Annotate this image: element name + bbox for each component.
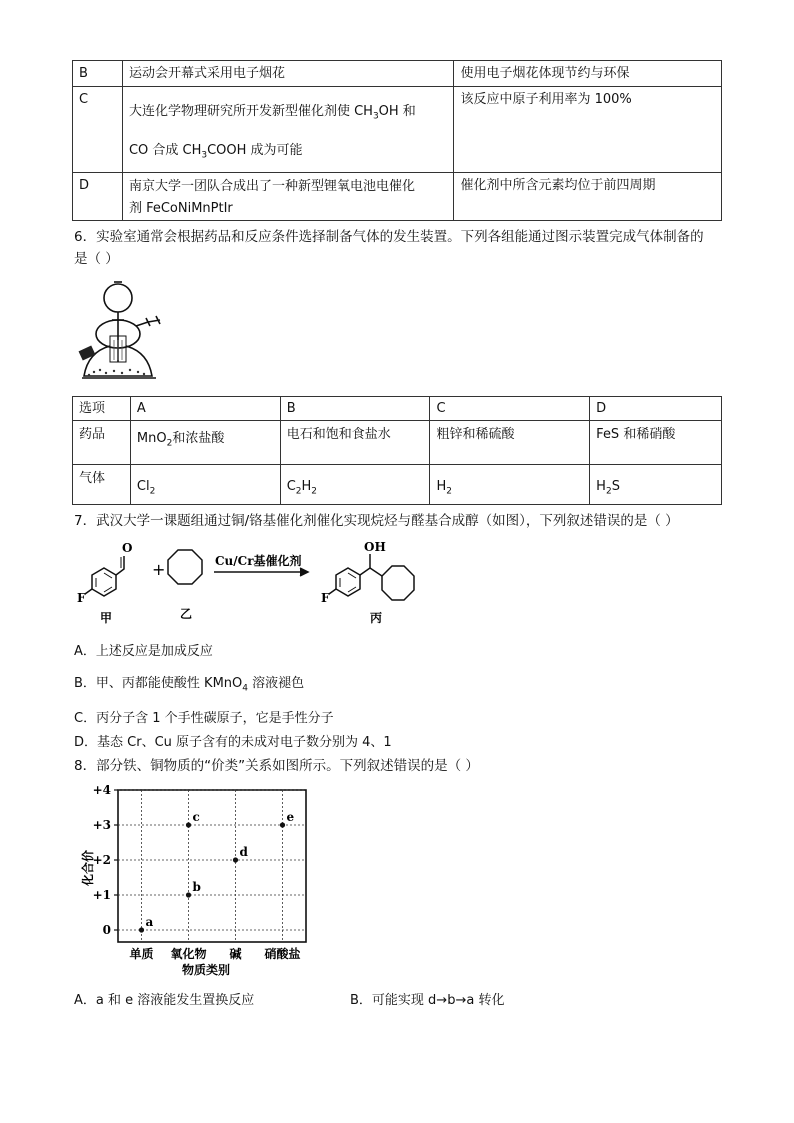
- reaction-scheme-figure: [74, 538, 454, 630]
- question-6-line1: 6．实验室通常会根据药品和反应条件选择制备气体的发生装置。下列各组能通过图示装置完成气体制备的: [74, 229, 704, 245]
- row-reason: 催化剂中所含元素均位于前四周期: [454, 173, 722, 221]
- header-cell: A: [130, 397, 280, 421]
- gas-d: $H_2S$: [590, 465, 722, 505]
- x-tick-label: 碱: [229, 947, 242, 961]
- header-cell: 选项: [73, 397, 131, 421]
- table-row: [73, 87, 722, 173]
- q8-option-b: B．可能实现 d→b→a 转化: [350, 993, 505, 1008]
- drug-label: 药品: [73, 421, 131, 465]
- f-label: F: [321, 591, 330, 605]
- row-reason: 使用电子烟花体现节约与环保: [454, 61, 722, 87]
- q7-option-d: D．基态 Cr、Cu 原子含有的未成对电子数分别为 4、1: [74, 735, 392, 750]
- y-tick-label: 0: [102, 923, 111, 937]
- question-8: 8．部分铁、铜物质的“价类”关系如图所示。下列叙述错误的是（ ）: [74, 758, 479, 774]
- point-label: a: [145, 915, 154, 929]
- label-bing: 丙: [370, 611, 383, 625]
- gas-a: $Cl_2$: [130, 465, 280, 505]
- gas-b: $C_2H_2$: [280, 465, 430, 505]
- header-cell: D: [590, 397, 722, 421]
- gas-label: 气体: [73, 465, 131, 505]
- y-tick-label: +4: [92, 783, 111, 797]
- point-label: e: [286, 810, 295, 824]
- point-label: d: [239, 845, 248, 859]
- options-table-q6: [72, 396, 722, 505]
- question-7: 7．武汉大学一课题组通过铜/铬基催化剂催化实现烷烃与醛基合成醇（如图），下列叙述错误的是（ ）: [74, 513, 679, 529]
- table-row: [73, 173, 722, 221]
- point-label: c: [192, 810, 200, 824]
- table-row-gases: [73, 465, 722, 505]
- row-reason: 该反应中原子利用率为 100%: [454, 87, 722, 173]
- y-tick-label: +3: [92, 818, 111, 832]
- gas-generator-apparatus-figure: [74, 276, 170, 386]
- label-jia: 甲: [100, 611, 113, 625]
- y-tick-label: +1: [92, 888, 111, 902]
- oh-label: OH: [364, 540, 386, 554]
- point-label: b: [192, 880, 201, 894]
- x-tick-label: 单质: [129, 947, 154, 961]
- question-6-line2: 是（ ）: [74, 251, 119, 267]
- plus-sign: +: [152, 560, 166, 579]
- table-header-row: [73, 397, 722, 421]
- header-cell: B: [280, 397, 430, 421]
- row-letter: D: [73, 173, 123, 221]
- point-c: [186, 822, 191, 827]
- gas-c: $H_2$: [430, 465, 590, 505]
- q7-option-b: B．甲、丙都能使酸性 KMnO$_4$ 溶液褪色: [74, 676, 305, 694]
- row-content: 大连化学物理研究所开发新型催化剂使 $CH_3OH$ 和 CO 合成 $CH_3COOH$ 成为可能: [122, 87, 454, 173]
- table-row: [73, 61, 722, 87]
- label-yi: 乙: [180, 607, 193, 621]
- drug-a: MnO$_2$和浓盐酸: [130, 421, 280, 465]
- o-label: O: [122, 541, 133, 555]
- point-a: [139, 927, 144, 932]
- y-axis-label: 化合价: [81, 849, 95, 886]
- row-content: 南京大学一团队合成出了一种新型锂氧电池电催化 剂 FeCoNiMnPtIr: [122, 173, 454, 221]
- q7-option-c: C．丙分子含 1 个手性碳原子，它是手性分子: [74, 711, 334, 726]
- x-tick-label: 硝酸盐: [264, 947, 301, 961]
- row-letter: C: [73, 87, 123, 173]
- y-tick-label: +2: [92, 853, 111, 867]
- header-cell: C: [430, 397, 590, 421]
- row-letter: B: [73, 61, 123, 87]
- options-table-q5: [72, 60, 722, 221]
- x-axis-label: 物质类别: [182, 963, 231, 977]
- x-tick-label: 氧化物: [170, 947, 207, 961]
- point-d: [233, 857, 238, 862]
- f-label: F: [77, 591, 86, 605]
- row-content: 运动会开幕式采用电子烟花: [122, 61, 454, 87]
- q8-option-a: A．a 和 e 溶液能发生置换反应: [74, 993, 255, 1008]
- drug-c: 粗锌和稀硫酸: [430, 421, 590, 465]
- point-e: [280, 822, 285, 827]
- q7-option-a: A．上述反应是加成反应: [74, 644, 213, 659]
- drug-b: 电石和饱和食盐水: [280, 421, 430, 465]
- catalyst-label: Cu/Cr基催化剂: [215, 554, 302, 568]
- valence-class-chart: [74, 780, 314, 980]
- table-row-drugs: [73, 421, 722, 465]
- point-b: [186, 892, 191, 897]
- drug-d: FeS 和稀硝酸: [590, 421, 722, 465]
